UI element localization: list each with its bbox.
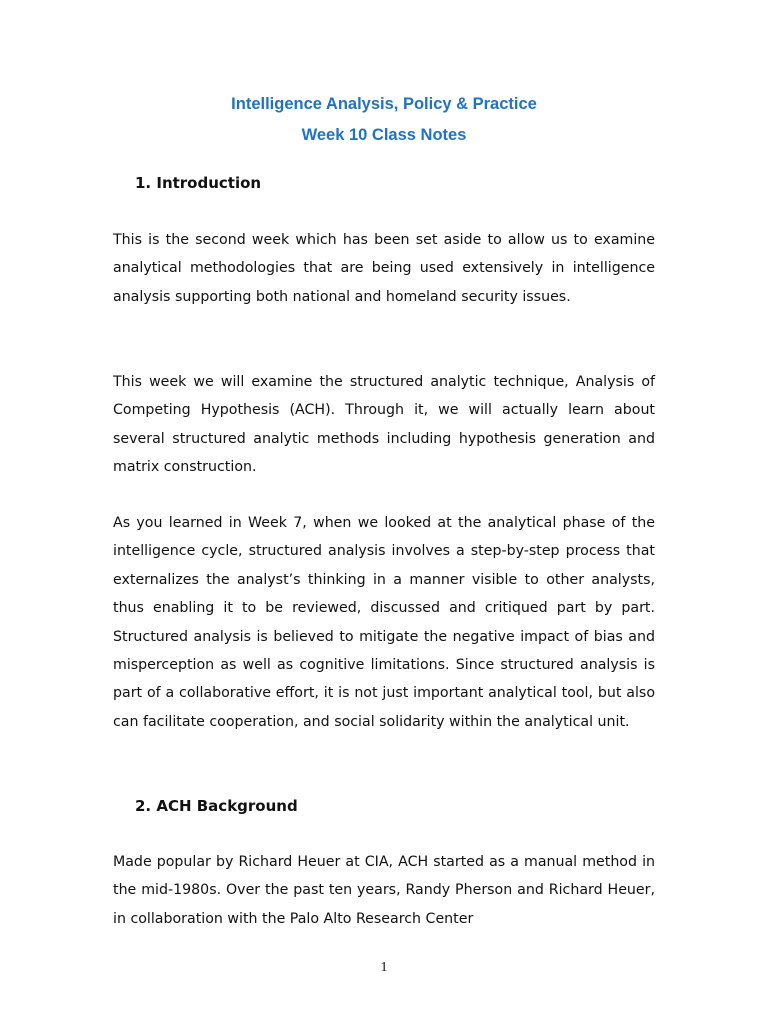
page-number: 1	[380, 960, 388, 975]
paragraph-intro-2: This week we will examine the structured analytic technique, Analysis of Competing Hypothesis (ACH). Through it, we will actually learn about several structured analytic methods including hypothesis generation and matrix construction.	[113, 374, 655, 476]
document-title: Intelligence Analysis, Policy & Practice	[231, 95, 537, 113]
section-heading-introduction: 1. Introduction	[135, 174, 262, 192]
section-heading-ach-background: 2. ACH Background	[135, 797, 298, 815]
paragraph-intro-3: As you learned in Week 7, when we looked at the analytical phase of the intelligence cycle, structured analysis involves a step-by-step process that externalizes the analyst’s thinking in a manner visible to other analysts, thus enabling it to be reviewed, discussed and critiqued part by part. Structured analysis is believed to mitigate the negative impact of bias and misperception as well as cognitive limitations. Since structured analysis is part of a collaborative effort, it is not just important analytical tool, but also can facilitate cooperation, and social solidarity within the analytical unit.	[113, 515, 655, 730]
document-subtitle: Week 10 Class Notes	[301, 126, 467, 144]
paragraph-ach-1: Made popular by Richard Heuer at CIA, ACH started as a manual method in the mid-1980s. Over the past ten years, Randy Pherson and Richard Heuer, in collaboration with the Palo Alto Research Center	[113, 854, 655, 927]
paragraph-intro-1: This is the second week which has been set aside to allow us to examine analytical methodologies that are being used extensively in intelligence analysis supporting both national and homeland security issues.	[113, 232, 655, 305]
